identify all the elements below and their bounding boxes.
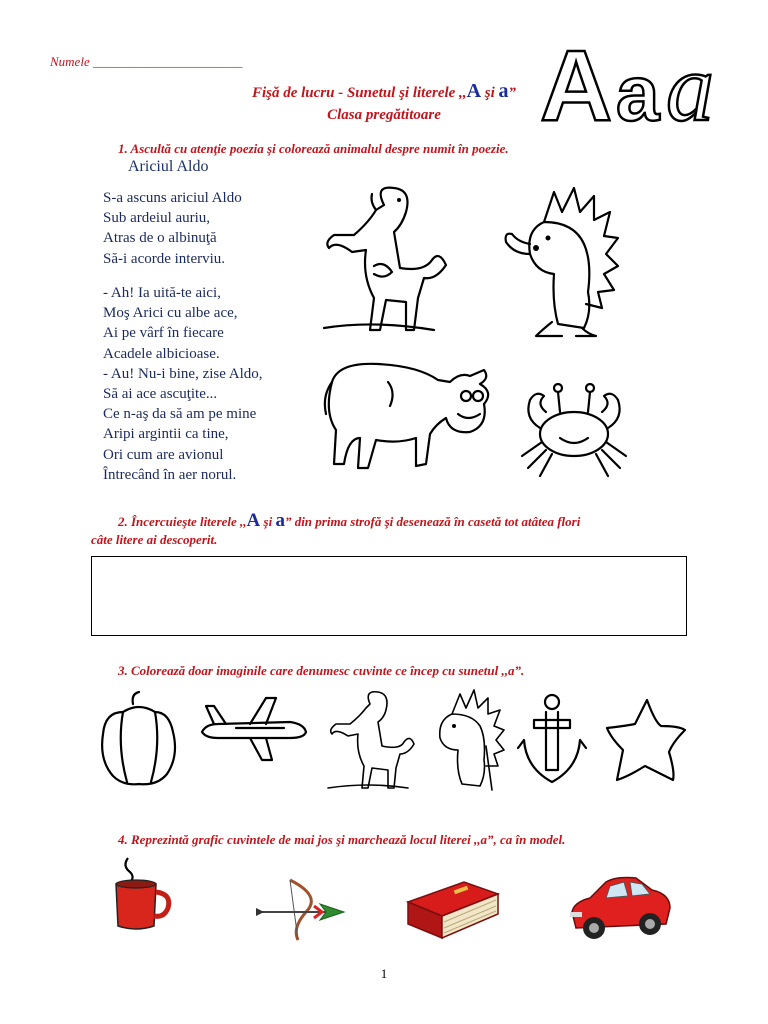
logo-uppercase-a: A bbox=[540, 30, 613, 128]
poem-line: Aripi argintii ca tine, bbox=[103, 426, 229, 443]
poem-line: Ori cum are avionul bbox=[103, 446, 224, 463]
poem-stanza-1 bbox=[103, 188, 242, 269]
task2-text-end: ” din prima strofă şi desenează în casetă tot atâtea flori bbox=[284, 514, 581, 529]
name-label: Numele bbox=[50, 54, 90, 69]
poem-line: Moş Arici cu albe ace, bbox=[103, 305, 238, 322]
poem-line: Să ai ace ascuţite... bbox=[103, 386, 218, 403]
poem-title: Ariciul Aldo bbox=[128, 158, 209, 175]
task2-text: 2. Încercuieşte literele ,, bbox=[118, 514, 247, 529]
book-icon[interactable] bbox=[404, 872, 500, 944]
task4-instruction: 4. Reprezintă grafic cuvintele de mai jos şi marchează locul literei ,,a”, ca în model. bbox=[118, 832, 566, 847]
bow-and-arrow-icon[interactable] bbox=[252, 872, 348, 948]
logo-lowercase-a: a bbox=[616, 49, 660, 128]
name-field[interactable] bbox=[50, 54, 242, 70]
poem-line: Sub ardeiul auriu, bbox=[103, 210, 211, 227]
pepper-icon[interactable] bbox=[93, 690, 185, 790]
poem-line: Ai pe vârf în fiecare bbox=[103, 325, 224, 342]
poem-line: - Au! Nu-i bine, zise Aldo, bbox=[103, 365, 263, 382]
task2-and: şi bbox=[260, 514, 276, 529]
task3-instruction: 3. Colorează doar imaginile care denumesc cuvinte ce încep cu sunetul ,,a”. bbox=[118, 663, 525, 678]
title-text: Fişă de lucru - Sunetul şi literele ,, bbox=[251, 85, 467, 101]
worksheet-subtitle: Clasa pregătitoare bbox=[327, 107, 441, 123]
title-letter-A: A bbox=[466, 80, 482, 102]
task2-instruction bbox=[118, 510, 580, 532]
mug-icon[interactable] bbox=[108, 852, 176, 934]
title-letter-a: a bbox=[498, 80, 509, 102]
airplane-icon[interactable] bbox=[196, 692, 310, 764]
poem-line: Ce n-aş da să am pe mine bbox=[103, 406, 257, 423]
poem-line: - Ah! Ia uită-te aici, bbox=[103, 285, 221, 301]
anchor-icon[interactable] bbox=[512, 690, 592, 790]
task1-instruction: 1. Ascultă cu atenţie poezia şi colorează animalul despre numit în poezie. bbox=[118, 141, 509, 156]
hedgehog-small-icon[interactable] bbox=[420, 686, 506, 792]
car-icon[interactable] bbox=[566, 868, 676, 944]
logo-script-a: a bbox=[666, 34, 714, 128]
cow-icon[interactable] bbox=[318, 352, 500, 477]
task2-letter-a: a bbox=[275, 510, 285, 531]
title-and: şi bbox=[481, 85, 499, 101]
drawing-box[interactable] bbox=[91, 556, 687, 636]
task2-instruction-line2: câte litere ai descoperit. bbox=[91, 532, 218, 547]
title-quote: ” bbox=[508, 85, 517, 101]
page-number: 1 bbox=[380, 966, 388, 981]
poem-line: Acadele albicioase. bbox=[103, 345, 220, 362]
crab-icon[interactable] bbox=[512, 372, 636, 482]
horse-small-icon[interactable] bbox=[322, 688, 417, 794]
star-icon[interactable] bbox=[603, 694, 689, 786]
task2-letter-A: A bbox=[246, 510, 261, 531]
poem-stanza-2 bbox=[103, 283, 263, 485]
hedgehog-icon[interactable] bbox=[496, 182, 622, 342]
poem-line: Întrecând în aer norul. bbox=[103, 466, 237, 483]
horse-icon[interactable] bbox=[314, 180, 449, 340]
poem-line: S-a ascuns ariciul Aldo bbox=[103, 190, 242, 206]
letters-aa-logo-icon bbox=[538, 28, 738, 128]
poem-line: Atras de o albinuţă bbox=[103, 230, 217, 247]
name-blank: _______________________ bbox=[92, 54, 243, 69]
poem-line: Să-i acorde interviu. bbox=[103, 250, 226, 267]
